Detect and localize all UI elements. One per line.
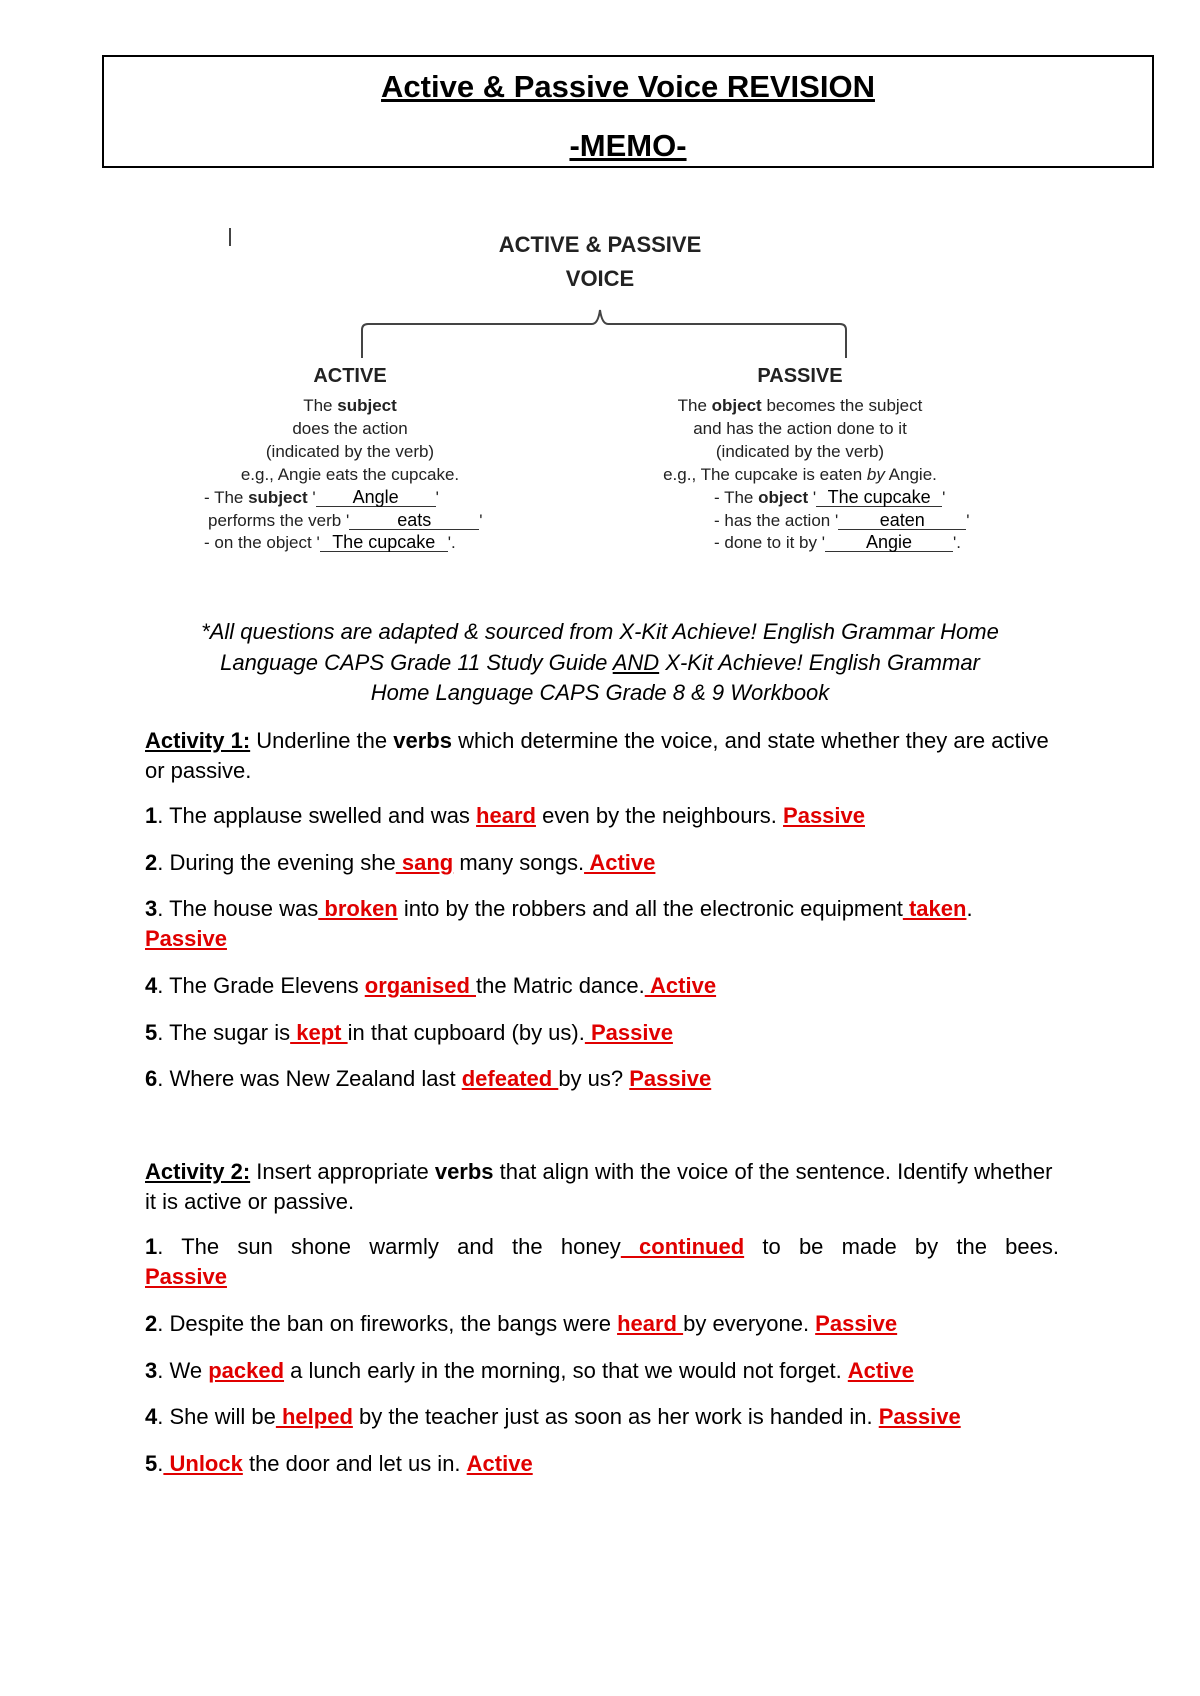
- passive-bullet-action: - has the action ' eaten ': [714, 510, 970, 530]
- active-example: e.g., Angie eats the cupcake.: [240, 465, 460, 484]
- activity2-question-3: 3. We packed a lunch early in the morning, so that we would not forget. Active: [145, 1358, 914, 1383]
- activity2-question-5: 5. Unlock the door and let us in. Active: [145, 1451, 533, 1476]
- passive-doer-fill: Angie: [825, 533, 953, 552]
- answer-voice: Passive: [145, 1264, 227, 1289]
- activity2-instructions: Activity 2: Insert appropriate verbs that align with the voice of the sentence. Identify whether it is active or passive.: [145, 1159, 1053, 1214]
- answer-verb: continued: [620, 1234, 745, 1259]
- active-line1: The subject: [303, 396, 397, 415]
- answer-voice: Passive: [878, 1404, 961, 1429]
- answer-verb: kept: [290, 1020, 348, 1045]
- diagram-brace: [0, 0, 1200, 600]
- page-subtitle: -MEMO-: [569, 128, 687, 163]
- active-verb-fill: eats: [349, 511, 479, 530]
- answer-voice: Active: [644, 973, 717, 998]
- activity2-question-4: 4. She will be helped by the teacher just as soon as her work is handed in. Passive: [145, 1404, 961, 1429]
- answer-voice: Passive: [783, 803, 865, 828]
- active-bullet-object: - on the object ' The cupcake '.: [204, 532, 456, 552]
- answer-voice: Passive: [145, 926, 227, 951]
- activity1-question-2: 2. During the evening she sang many songs. Active: [145, 850, 656, 875]
- active-subject-fill: Angle: [316, 488, 436, 507]
- page-title: Active & Passive Voice REVISION: [381, 69, 875, 104]
- answer-verb: heard: [617, 1311, 684, 1336]
- activity1-heading: Activity 1:: [145, 728, 251, 753]
- voice-diagram: [0, 0, 1200, 600]
- answer-verb: Unlock: [163, 1451, 243, 1476]
- active-object-fill: The cupcake: [320, 533, 448, 552]
- answer-voice: Active: [584, 850, 656, 875]
- activity2-heading: Activity 2:: [145, 1159, 251, 1184]
- answer-voice: Passive: [584, 1020, 673, 1045]
- active-bullet-subject: - The subject ' Angle ': [204, 487, 439, 507]
- passive-action-fill: eaten: [838, 511, 966, 530]
- activity2-question-1: 1. The sun shone warmly and the honey continued to be made by the bees. Passive: [145, 1234, 1060, 1289]
- passive-line3: (indicated by the verb): [715, 442, 885, 461]
- diagram-title: ACTIVE & PASSIVE VOICE: [498, 232, 702, 291]
- active-line2: does the action: [292, 419, 408, 438]
- active-line3: (indicated by the verb): [265, 442, 435, 461]
- passive-line2: and has the action done to it: [693, 419, 907, 438]
- activity1-instructions: Activity 1: Underline the verbs which determine the voice, and state whether they are active or passive.: [145, 728, 1049, 783]
- answer-voice: Passive: [629, 1066, 712, 1091]
- answer-voice: Active: [466, 1451, 533, 1476]
- activity2-question-2: 2. Despite the ban on fireworks, the bangs were heard by everyone. Passive: [145, 1311, 898, 1336]
- answer-verb: broken: [318, 896, 398, 921]
- passive-bullet-doer: - done to it by ' Angie '.: [714, 532, 961, 552]
- source-note: *All questions are adapted & sourced from X-Kit Achieve! English Grammar Home Language CAPS Grade 11 Study Guide AND X-Kit Achieve! English Grammar Home Language CAPS Grade 8 & 9 Workbook: [201, 619, 999, 705]
- passive-line1: The object becomes the subject: [677, 396, 923, 415]
- activity1-question-4: 4. The Grade Elevens organised the Matric dance. Active: [145, 973, 717, 998]
- answer-voice: Active: [847, 1358, 914, 1383]
- answer-verb: packed: [208, 1358, 285, 1383]
- passive-heading: PASSIVE: [757, 365, 843, 387]
- answer-voice: Passive: [815, 1311, 898, 1336]
- answer-verb: sang: [395, 850, 454, 875]
- active-heading: ACTIVE: [313, 365, 387, 387]
- activity1-question-3: 3. The house was broken into by the robbers and all the electronic equipment taken. Passive: [145, 896, 973, 951]
- passive-object-fill: The cupcake: [816, 488, 942, 507]
- passive-bullet-object: - The object ' The cupcake ': [714, 487, 946, 507]
- answer-verb-2: taken: [902, 896, 967, 921]
- answer-verb: defeated: [461, 1066, 559, 1091]
- brace-line: [362, 310, 846, 358]
- activity1-question-1: 1. The applause swelled and was heard even by the neighbours. Passive: [145, 803, 865, 828]
- answer-verb: organised: [364, 973, 476, 998]
- active-bullet-verb: performs the verb ' eats ': [208, 510, 483, 530]
- answer-verb: helped: [275, 1404, 353, 1429]
- activity1-question-6: 6. Where was New Zealand last defeated by us? Passive: [145, 1066, 712, 1091]
- passive-example: e.g., The cupcake is eaten by Angie.: [663, 465, 937, 484]
- activity1-question-5: 5. The sugar is kept in that cupboard (by us). Passive: [145, 1020, 673, 1045]
- answer-verb: heard: [476, 803, 536, 828]
